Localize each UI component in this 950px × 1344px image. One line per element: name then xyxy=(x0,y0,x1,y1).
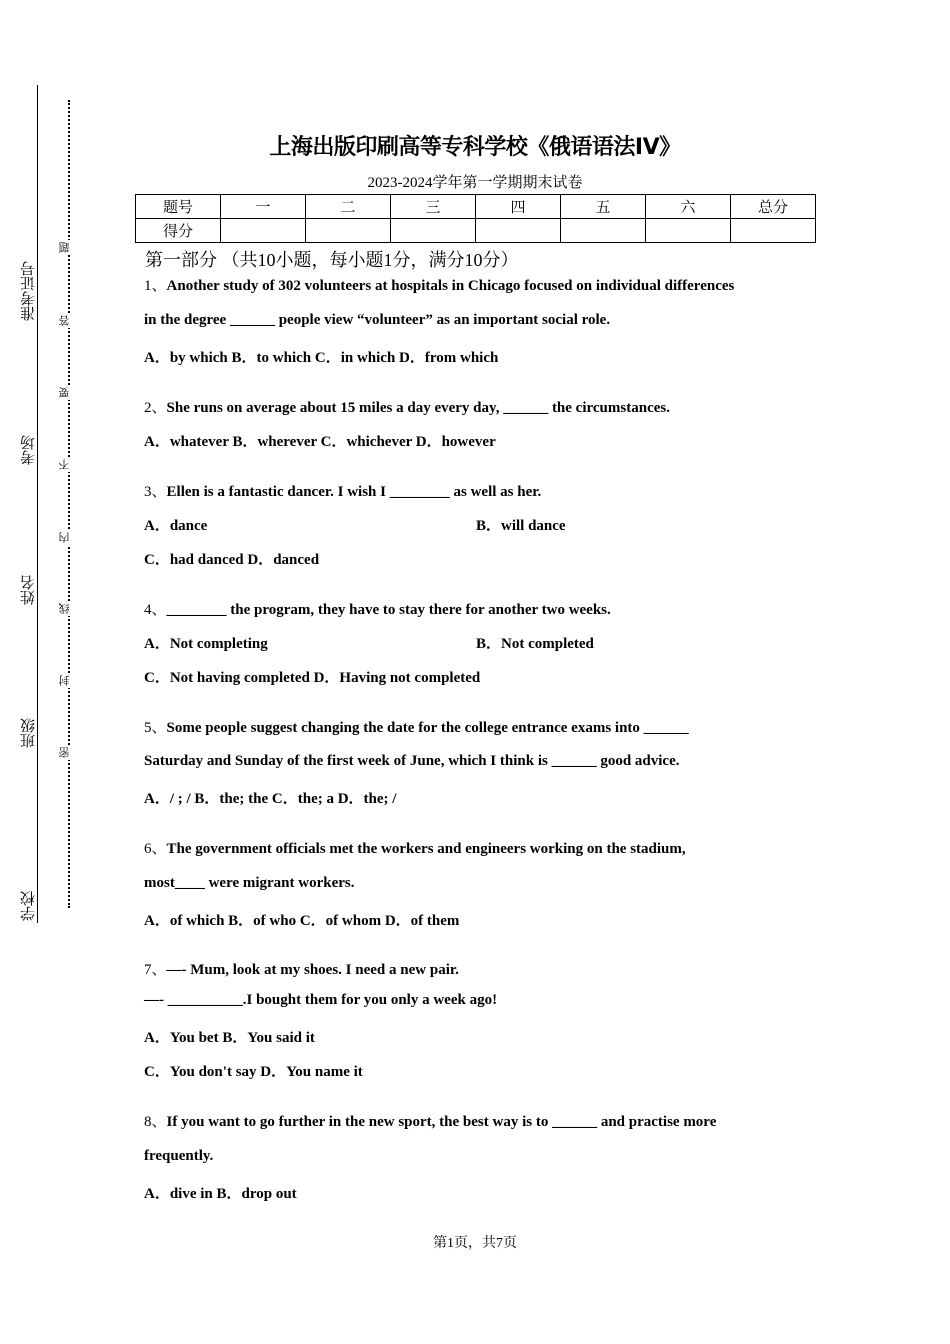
score-table-header-row xyxy=(136,195,816,219)
score-cell xyxy=(646,219,731,243)
question-text: ________ the program, they have to stay there for another two weeks. xyxy=(166,602,611,618)
exam-number-label: 准考证号 xyxy=(22,258,37,324)
score-cell: 二 xyxy=(306,195,391,219)
question-2 xyxy=(144,396,670,417)
score-cell xyxy=(476,219,561,243)
page-subtitle: 2023-2024学年第一学期期末试卷 xyxy=(367,175,583,191)
question-options: A．of which B．of who C．of whom D．of them xyxy=(144,913,460,929)
question-8 xyxy=(144,1110,716,1131)
option-b: B．will dance xyxy=(476,518,566,534)
option-b: B．Not completed xyxy=(476,636,594,652)
question-number: 4、 xyxy=(144,602,167,618)
question-number: 3、 xyxy=(144,484,167,500)
question-options: C．You don't say D．You name it xyxy=(144,1064,363,1080)
page-title: 上海出版印刷高等专科学校《俄语语法IV》 xyxy=(269,135,681,160)
question-number: 2、 xyxy=(144,400,167,416)
question-3 xyxy=(144,480,541,501)
question-number: 6、 xyxy=(144,841,167,857)
question-options: A．by which B．to which C．in which D．from which xyxy=(144,350,499,366)
question-text-continued: frequently. xyxy=(144,1148,214,1164)
question-number: 1、 xyxy=(144,278,167,294)
score-cell: 题号 xyxy=(136,195,221,219)
section-heading: 第一部分 （共10小题，每小题1分，满分10分） xyxy=(145,250,519,270)
question-text-continued: —- __________.I bought them for you only a week ago! xyxy=(144,992,498,1008)
question-text: —- Mum, look at my shoes. I need a new pair. xyxy=(166,962,459,978)
score-cell: 五 xyxy=(561,195,646,219)
question-7 xyxy=(144,958,459,979)
option-a: A．Not completing xyxy=(144,636,268,652)
question-options: A．whatever B．wherever C．whichever D．however xyxy=(144,434,496,450)
seal-char-yao: 要 xyxy=(59,387,71,398)
question-text: The government officials met the workers and engineers working on the stadium, xyxy=(166,841,686,857)
question-options: C．Not having completed D．Having not completed xyxy=(144,670,481,686)
seal-char-mi: 密 xyxy=(59,747,71,758)
score-table-score-row xyxy=(136,219,816,243)
seal-char-feng: 封 xyxy=(59,675,71,686)
question-text-continued: in the degree ______ people view “volunteer” as an important social role. xyxy=(144,312,611,328)
option-a: A．dance xyxy=(144,518,208,534)
question-text: Another study of 302 volunteers at hospitals in Chicago focused on individual differences xyxy=(166,278,735,294)
score-cell: 六 xyxy=(646,195,731,219)
score-cell xyxy=(306,219,391,243)
name-label: 姓名 xyxy=(22,572,37,608)
exam-room-label: 考场 xyxy=(22,432,37,468)
score-cell xyxy=(221,219,306,243)
score-cell: 总分 xyxy=(731,195,816,219)
score-cell xyxy=(561,219,646,243)
question-6 xyxy=(144,837,686,858)
question-options: A．You bet B．You said it xyxy=(144,1030,315,1046)
question-options: A．dive in B．drop out xyxy=(144,1186,297,1202)
score-cell: 四 xyxy=(476,195,561,219)
question-text: Some people suggest changing the date for the college entrance exams into ______ xyxy=(166,720,689,736)
class-label: 班级 xyxy=(22,715,37,751)
question-text-continued: most____ were migrant workers. xyxy=(144,875,355,891)
question-number: 5、 xyxy=(144,720,167,736)
page-footer: 第1页，共7页 xyxy=(433,1236,517,1251)
question-5 xyxy=(144,716,689,737)
seal-char-bu: 不 xyxy=(59,459,71,470)
question-4 xyxy=(144,598,611,619)
question-text: She runs on average about 15 miles a day every day, ______ the circumstances. xyxy=(166,400,670,416)
school-label: 学校 xyxy=(22,888,37,924)
score-cell: 三 xyxy=(391,195,476,219)
seal-char-ti: 题 xyxy=(59,242,71,253)
score-cell: 得分 xyxy=(136,219,221,243)
score-cell xyxy=(391,219,476,243)
question-text: If you want to go further in the new sport, the best way is to ______ and practise more xyxy=(166,1114,717,1130)
score-cell: 一 xyxy=(221,195,306,219)
binding-solid-line xyxy=(37,85,38,923)
question-text-continued: Saturday and Sunday of the first week of June, which I think is ______ good advice. xyxy=(144,753,680,769)
seal-char-nei: 内 xyxy=(59,532,71,543)
question-options: A．/ ; / B．the; the C．the; a D．the; / xyxy=(144,791,397,807)
question-number: 8、 xyxy=(144,1114,167,1130)
question-text: Ellen is a fantastic dancer. I wish I ________ as well as her. xyxy=(166,484,542,500)
question-options: C．had danced D．danced xyxy=(144,552,320,568)
score-table xyxy=(135,194,816,243)
binding-dotted-line xyxy=(68,100,70,908)
score-cell xyxy=(731,219,816,243)
question-number: 7、 xyxy=(144,962,167,978)
seal-char-da: 答 xyxy=(59,315,71,326)
seal-char-xian: 线 xyxy=(59,603,71,614)
question-1 xyxy=(144,274,734,295)
